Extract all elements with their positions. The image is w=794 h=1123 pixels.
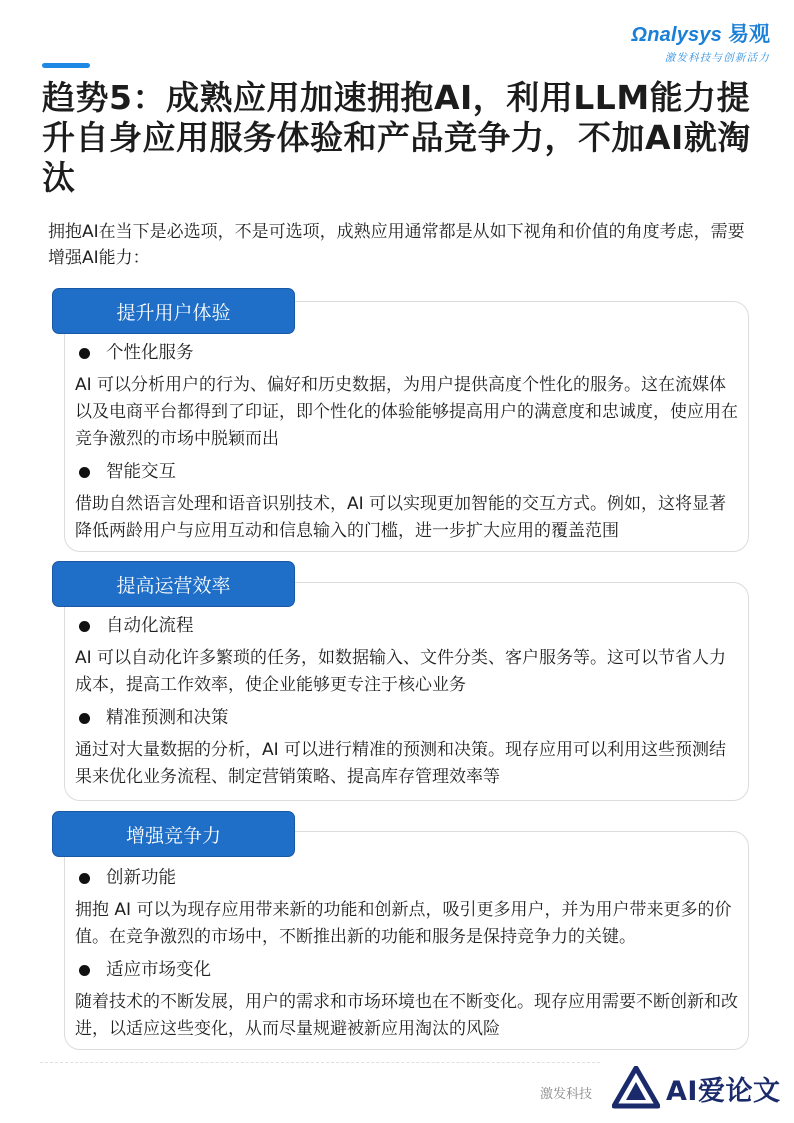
title-accent-bar <box>42 63 90 68</box>
bullet-heading <box>75 705 739 731</box>
section-tab-competitiveness: 增强竞争力 <box>52 811 295 857</box>
bullet-dot-icon <box>79 348 90 359</box>
bullet-heading-text: 个性化服务 <box>106 343 194 363</box>
bullet-paragraph: AI 可以分析用户的行为、偏好和历史数据，为用户提供高度个性化的服务。这在流媒体以及电商平台都得到了印证，即个性化的体验能够提高用户的满意度和忠诚度，使应用在竞争激烈的市场中脱颖而出 <box>75 375 738 449</box>
page-title: 趋势5：成熟应用加速拥抱AI，利用LLM能力提升自身应用服务体验和产品竞争力，不加AI就淘汰 <box>42 78 751 197</box>
logo-tagline: 激发科技与创新活力 <box>664 52 770 64</box>
bullet-dot-icon <box>79 873 90 884</box>
bullet-dot-icon <box>79 713 90 724</box>
bullet-paragraph: 拥抱 AI 可以为现存应用带来新的功能和创新点，吸引更多用户，并为用户带来更多的价值。在竞争激烈的市场中，不断推出新的功能和服务是保持竞争力的关键。 <box>75 900 732 947</box>
logo-english: Ωnalysys <box>631 24 722 46</box>
section-tab-operating-efficiency: 提高运营效率 <box>52 561 295 607</box>
bullet-paragraph: 随着技术的不断发展，用户的需求和市场环境也在不断变化。现存应用需要不断创新和改进，以适应这些变化，从而尽量规避被新应用淘汰的风险 <box>75 992 738 1039</box>
brand-logo <box>631 18 770 65</box>
footer-divider <box>40 1062 600 1063</box>
watermark-logo-icon <box>612 1066 660 1110</box>
watermark <box>612 1066 780 1110</box>
bullet-heading-text: 智能交互 <box>106 462 176 482</box>
bullet-dot-icon <box>79 621 90 632</box>
bullet-heading <box>75 613 739 639</box>
watermark-text: AI爱论文 <box>666 1075 781 1107</box>
bullet-paragraph: AI 可以自动化许多繁琐的任务，如数据输入、文件分类、客户服务等。这可以节省人力成本，提高工作效率，使企业能够更专注于核心业务 <box>75 648 727 695</box>
section-body-operating-efficiency <box>75 613 739 797</box>
bullet-heading <box>75 957 739 983</box>
bullet-dot-icon <box>79 965 90 976</box>
section-tab-user-experience: 提升用户体验 <box>52 288 295 334</box>
bullet-heading-text: 创新功能 <box>106 868 176 888</box>
bullet-paragraph: 通过对大量数据的分析，AI 可以进行精准的预测和决策。现存应用可以利用这些预测结果来优化业务流程、制定营销策略、提高库存管理效率等 <box>75 740 727 787</box>
bullet-heading <box>75 459 739 485</box>
bullet-heading-text: 自动化流程 <box>106 616 194 636</box>
bullet-heading <box>75 865 739 891</box>
bullet-paragraph: 借助自然语言处理和语音识别技术，AI 可以实现更加智能的交互方式。例如，这将显著降低两龄用户与应用互动和信息输入的门槛，进一步扩大应用的覆盖范围 <box>75 494 727 541</box>
bullet-heading <box>75 340 739 366</box>
intro-paragraph: 拥抱AI在当下是必选项，不是可选项，成熟应用通常都是从如下视角和价值的角度考虑，需要增强AI能力： <box>48 222 745 268</box>
footer-text: 激发科技 <box>540 1087 593 1102</box>
bullet-heading-text: 精准预测和决策 <box>106 708 229 728</box>
section-body-competitiveness <box>75 865 739 1061</box>
bullet-heading-text: 适应市场变化 <box>106 960 211 980</box>
logo-chinese: 易观 <box>728 22 770 46</box>
section-body-user-experience <box>75 340 739 551</box>
bullet-dot-icon <box>79 467 90 478</box>
